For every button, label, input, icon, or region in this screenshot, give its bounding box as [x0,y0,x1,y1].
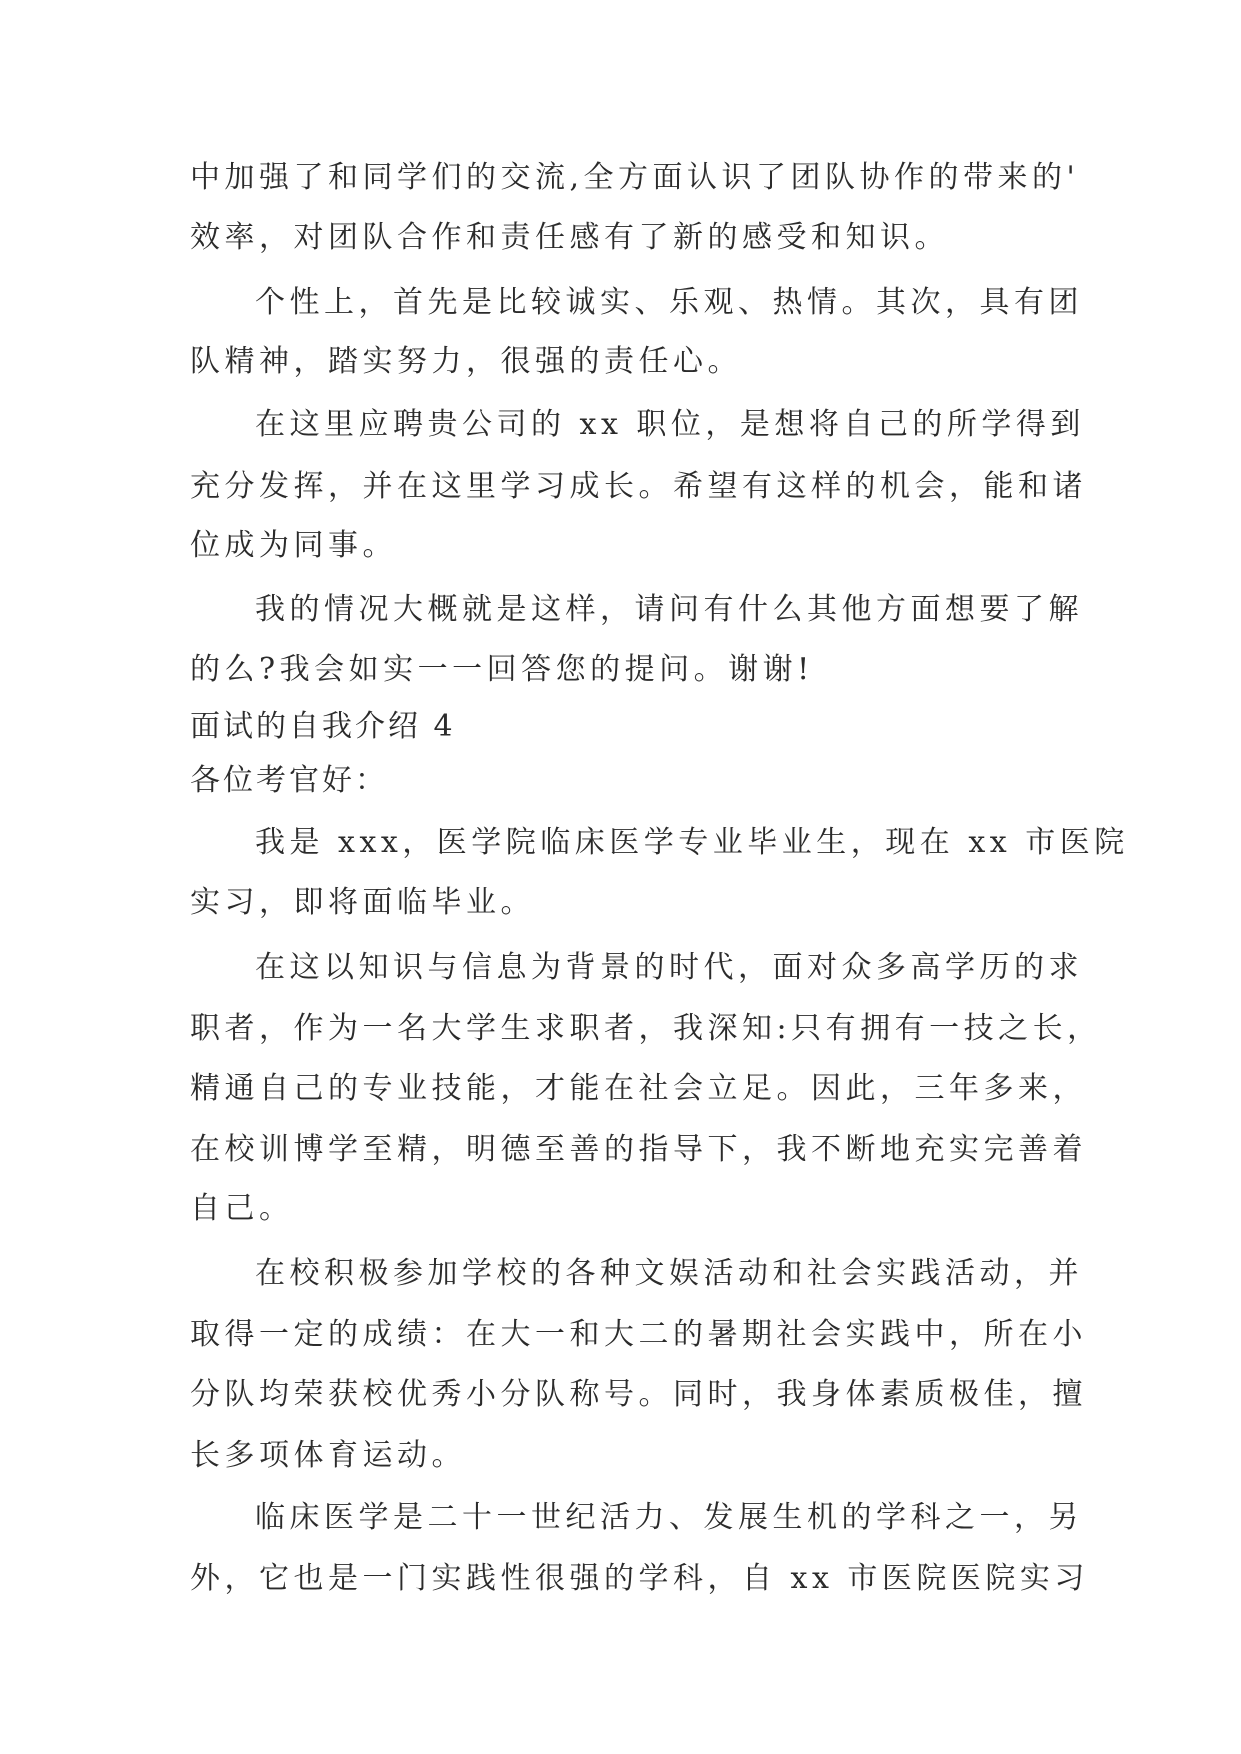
salutation: 各位考官好： [190,763,388,798]
paragraph-start-line: 我的情况大概就是这样，请问有什么其他方面想要了解 [255,592,1083,627]
text-line: 位成为同事。 [190,528,397,563]
text-line: 效率，对团队合作和责任感有了新的感受和知识。 [190,220,949,255]
text-line: 在校训博学至精，明德至善的指导下，我不断地充实完善着 [190,1132,1087,1167]
text-line: 充分发挥，并在这里学习成长。希望有这样的机会，能和诸 [190,469,1087,504]
paragraph-start-line: 在校积极参加学校的各种文娱活动和社会实践活动，并 [255,1256,1083,1291]
text-line: 分队均荣获校优秀小分队称号。同时，我身体素质极佳，擅 [190,1377,1087,1412]
text-line: 中加强了和同学们的交流,全方面认识了团队协作的带来的' [190,160,1080,195]
text-line: 队精神，踏实努力，很强的责任心。 [190,344,742,379]
paragraph-start-line: 在这里应聘贵公司的 xx 职位，是想将自己的所学得到 [255,407,1085,442]
text-line: 取得一定的成绩：在大一和大二的暑期社会实践中，所在小 [190,1317,1087,1352]
text-line: 的么?我会如实一一回答您的提问。谢谢! [190,652,814,687]
section-heading: 面试的自我介绍 4 [190,709,456,744]
text-line: 自己。 [190,1191,294,1226]
text-line: 长多项体育运动。 [190,1438,466,1473]
paragraph-start-line: 我是 xxx，医学院临床医学专业毕业生，现在 xx 市医院 [255,825,1129,860]
paragraph-start-line: 在这以知识与信息为背景的时代，面对众多高学历的求 [255,950,1083,985]
text-line: 职者，作为一名大学生求职者，我深知:只有拥有一技之长， [190,1011,1102,1046]
paragraph-start-line: 临床医学是二十一世纪活力、发展生机的学科之一，另 [255,1500,1083,1535]
text-line: 精通自己的专业技能，才能在社会立足。因此，三年多来， [190,1071,1087,1106]
text-line: 外，它也是一门实践性很强的学科，自 xx 市医院医院实习 [190,1561,1089,1596]
paragraph-start-line: 个性上，首先是比较诚实、乐观、热情。其次，具有团 [255,285,1083,320]
text-line: 实习，即将面临毕业。 [190,885,535,920]
